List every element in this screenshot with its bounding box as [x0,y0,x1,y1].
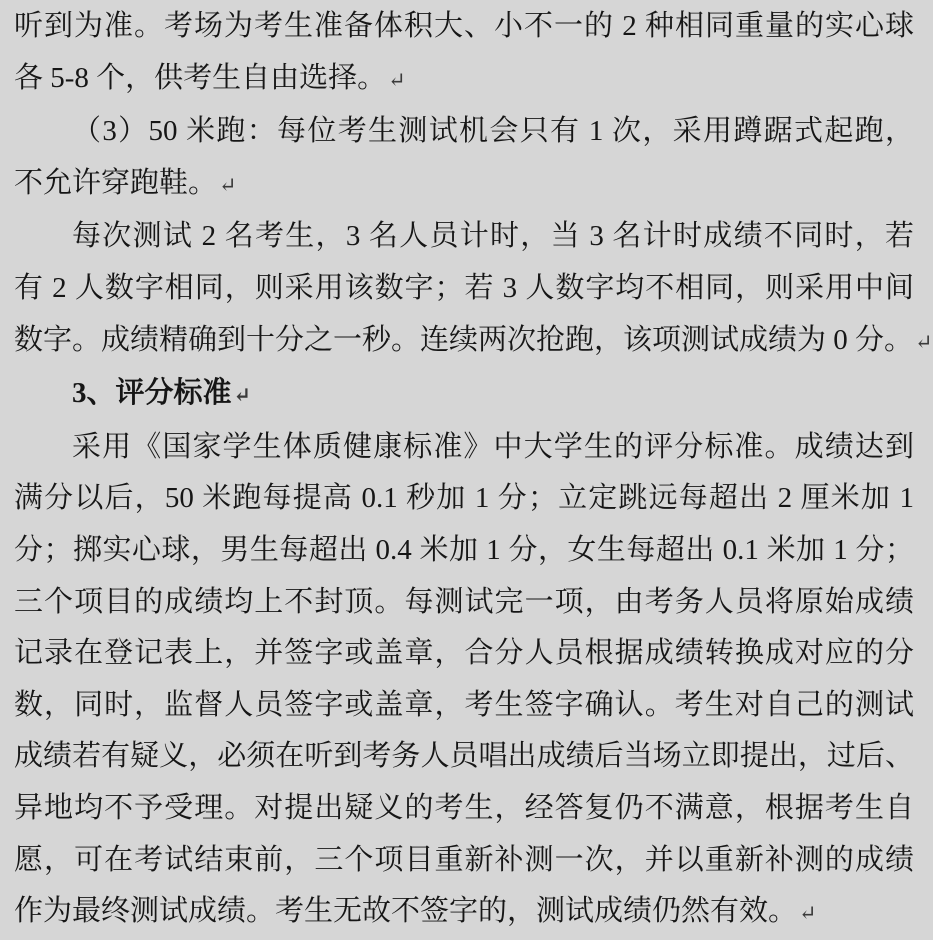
text-line [14,106,914,158]
para-50m-run [14,106,914,211]
text-line [14,680,914,732]
line-text: 每次测试 2 名考生，3 名人员计时，当 3 名计时成绩不同时，若 [72,220,914,253]
paragraph-mark-icon: ↵ [799,901,817,926]
text-line [14,211,914,263]
line-text: 满分以后，50 米跑每提高 0.1 秒加 1 分；立定跳远每超出 2 厘米加 1 [14,482,914,515]
paragraph-mark-icon: ↵ [233,383,252,408]
line-text: 采用《国家学生体质健康标准》中大学生的评分标准。成绩达到 [72,430,914,463]
line-text: 有 2 人数字相同，则采用该数字；若 3 人数字均不相同，则采用中间 [14,271,914,304]
heading-scoring-standard [14,368,914,422]
line-text: （3）50 米跑：每位考生测试机会只有 1 次，采用蹲踞式起跑， [72,115,914,148]
text-line [14,783,914,835]
line-text: 作为最终测试成绩。考生无故不签字的，测试成绩仍然有效。 [14,895,798,928]
line-text: 分；掷实心球，男生每超出 0.4 米加 1 分，女生每超出 0.1 米加 1 分； [14,533,914,566]
line-text: 记录在登记表上，并签字或盖章，合分人员根据成绩转换成对应的分 [14,637,914,670]
line-text: 听到为准。考场为考生准备体积大、小不一的 2 种相同重量的实心球 [14,10,914,42]
text-line [14,473,914,525]
heading-line [14,368,914,422]
text-line [14,315,933,369]
text-line [14,263,914,315]
para-solid-ball-rules [14,1,914,106]
line-text: 数，同时，监督人员签字或盖章，考生签字确认。考生对自己的测试 [14,688,914,721]
line-text: 各 5-8 个，供考生自由选择。 [14,61,387,94]
line-text: 3、评分标准 [72,377,232,410]
paragraph-mark-icon: ↵ [915,329,933,354]
line-text: 不允许穿跑鞋。 [14,166,218,199]
paragraph-mark-icon: ↵ [219,172,237,197]
text-line [14,158,914,212]
text-line [14,886,914,940]
text-line [14,422,914,474]
para-scoring-details [14,422,914,940]
text-line [14,628,914,680]
text-line [14,577,914,629]
text-line [14,53,914,107]
text-line [14,731,914,783]
line-text: 异地均不予受理。对提出疑义的考生，经答复仍不满意，根据考生自 [14,791,914,824]
line-text: 三个项目的成绩均上不封顶。每测试完一项，由考务人员将原始成绩 [14,585,914,618]
line-text: 成绩若有疑义，必须在听到考务人员唱出成绩后当场立即提出，过后、 [14,740,914,773]
text-line [14,1,914,53]
paragraph-mark-icon: ↵ [388,67,406,92]
para-timing-rules [14,211,933,368]
text-line [14,835,914,887]
text-line [14,525,914,577]
line-text: 数字。成绩精确到十分之一秒。连续两次抢跑，该项测试成绩为 0 分。 [14,323,914,356]
line-text: 愿，可在考试结束前，三个项目重新补测一次，并以重新补测的成绩 [14,843,914,876]
